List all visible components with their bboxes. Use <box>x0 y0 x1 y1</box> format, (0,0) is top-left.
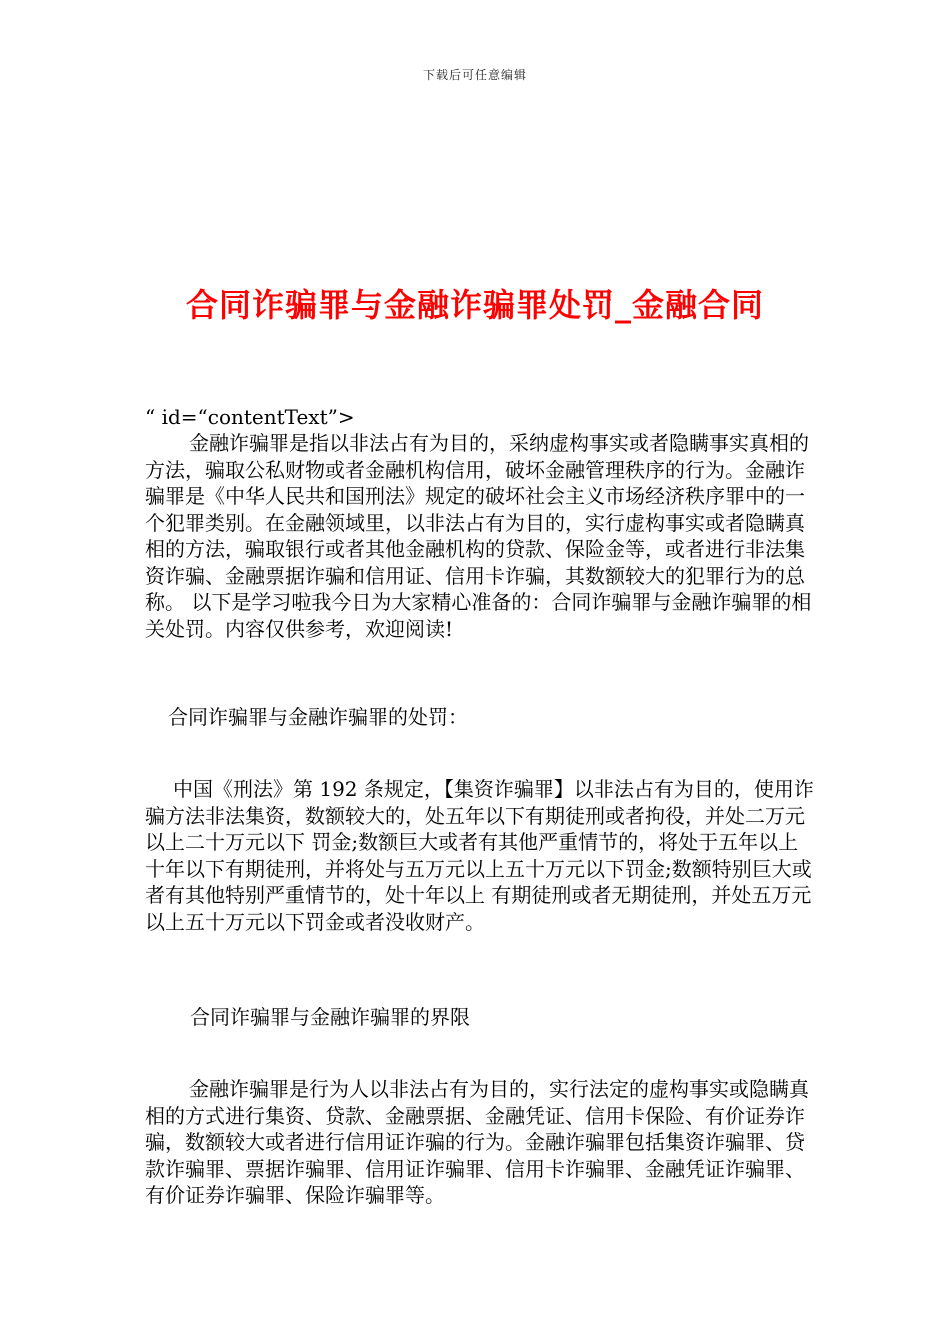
page-header-note: 下载后可任意编辑 <box>422 68 527 82</box>
intro-text: 金融诈骗罪是指以非法占有为目的，采纳虚构事实或者隐瞒事实真相的方法，骗取公私财物或者金融机构信用，破坏金融管理秩序的行为。金融诈骗罪是《中华人民共和国刑法》规定的破坏社会主义市场经济秩序罪中的一个犯罪类别。在金融领域里，以非法占有为目的，实行虚构事实或者隐瞒真相的方法，骗取银行或者其他金融机构的贷款、保险金等，或者进行非法集资诈骗、金融票据诈骗和信用证、信用卡诈骗，其数额较大的犯罪行为的总称。 以下是学习啦我今日为大家精心准备的：合同诈骗罪与金融诈骗罪的相关处罚。内容仅供参考，欢迎阅读! <box>145 431 812 641</box>
stray-markup-line: “ id=“contentText”> <box>145 405 355 429</box>
section-heading-boundary-text: 合同诈骗罪与金融诈骗罪的界限 <box>190 1005 470 1029</box>
section-heading-penalty-text: 合同诈骗罪与金融诈骗罪的处罚： <box>168 705 468 729</box>
law-paragraph <box>145 776 817 935</box>
stray-markup-text <box>145 404 817 431</box>
intro-paragraph <box>145 430 817 642</box>
law-text: 中国《刑法》第 192 条规定，【集资诈骗罪】以非法占有为目的，使用诈骗方法非法集资，数额较大的，处五年以下有期徒刑或者拘役，并处二万元以上二十万元以下 罚金;数额巨大或者有其他严重情节的，将处于五年以上十年以下有期徒刑，并将处与五万元以上五十万元以下罚金;数额特别巨大或者有其他特别严重情节的，处十年以上 有期徒刑或者无期徒刑，并处五万元以上五十万元以下罚金或者没收财产。 <box>145 777 814 934</box>
section-heading-boundary <box>190 1004 810 1031</box>
section-heading-penalty <box>168 704 808 731</box>
definition-text: 金融诈骗罪是行为人以非法占有为目的，实行法定的虚构事实或隐瞒真相的方式进行集资、贷款、金融票据、金融凭证、信用卡保险、有价证券诈骗，数额较大或者进行信用证诈骗的行为。金融诈骗罪包括集资诈骗罪、贷款诈骗罪、票据诈骗罪、信用证诈骗罪、信用卡诈骗罪、金融凭证诈骗罪、有价证券诈骗罪、保险诈骗罪等。 <box>145 1077 809 1207</box>
document-title: 合同诈骗罪与金融诈骗罪处罚_金融合同 <box>185 286 764 324</box>
definition-paragraph <box>145 1076 817 1209</box>
